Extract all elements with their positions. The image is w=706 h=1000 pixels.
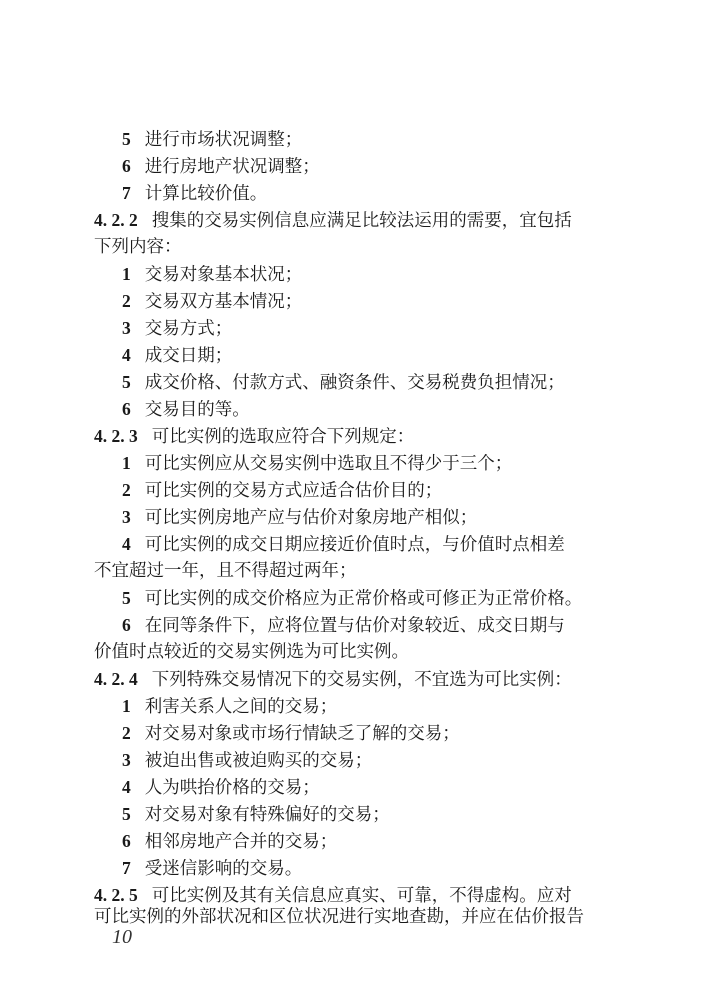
section-text: 可比实例的选取应符合下列规定：	[151, 427, 415, 447]
item-text: 利害关系人之间的交易；	[144, 697, 338, 717]
item-number: 1	[122, 264, 131, 284]
item-number: 5	[122, 588, 131, 608]
section-heading-4-2-3	[94, 423, 414, 450]
item-number: 6	[122, 831, 131, 851]
section-text: 搜集的交易实例信息应满足比较法运用的需要，宜包括	[151, 211, 572, 231]
item-text: 计算比较价值。	[144, 184, 268, 204]
section-text: 可比实例及其有关信息应真实、可靠，不得虚构。应对	[151, 886, 572, 906]
section-number: 4. 2. 3	[94, 426, 138, 446]
continuation-text: 可比实例的外部状况和区位状况进行实地查勘，并应在估价报告	[94, 907, 584, 927]
list-item	[122, 180, 267, 207]
item-text: 相邻房地产合并的交易；	[144, 832, 338, 852]
list-item	[122, 126, 302, 153]
section-heading-4-2-4	[94, 666, 572, 693]
item-text: 可比实例的成交价格应为正常价格或可修正为正常价格。	[144, 589, 583, 609]
section-number: 4. 2. 4	[94, 669, 138, 689]
item-number: 4	[122, 777, 131, 797]
list-item	[122, 585, 582, 612]
item-text: 对交易对象或市场行情缺乏了解的交易；	[144, 724, 460, 744]
item-number: 3	[122, 507, 131, 527]
list-item	[122, 855, 302, 882]
item-text: 交易双方基本情况；	[144, 292, 303, 312]
item-number: 6	[122, 615, 131, 635]
item-number: 6	[122, 156, 131, 176]
list-item	[122, 450, 512, 477]
item-text: 进行房地产状况调整；	[144, 157, 320, 177]
item-text: 可比实例的交易方式应适合估价目的；	[144, 481, 443, 501]
list-item	[122, 720, 460, 747]
item-number: 2	[122, 723, 131, 743]
item-text: 可比实例应从交易实例中选取且不得少于三个；	[144, 454, 513, 474]
item-number: 1	[122, 453, 131, 473]
item-number: 3	[122, 318, 131, 338]
item-text: 在同等条件下，应将位置与估价对象较近、成交日期与	[144, 616, 565, 636]
list-item	[122, 477, 442, 504]
list-item	[122, 288, 302, 315]
item-text: 受迷信影响的交易。	[144, 859, 303, 879]
item-text: 可比实例的成交日期应接近价值时点，与价值时点相差	[144, 535, 565, 555]
item-number: 1	[122, 696, 131, 716]
item-number: 5	[122, 804, 131, 824]
item-number: 7	[122, 183, 131, 203]
item-number: 4	[122, 534, 131, 554]
list-item	[122, 153, 320, 180]
list-item	[122, 693, 337, 720]
item-number: 2	[122, 291, 131, 311]
list-item	[122, 828, 337, 855]
item-text: 交易目的等。	[144, 400, 250, 420]
item-text: 成交日期；	[144, 346, 233, 366]
continuation-text: 价值时点较近的交易实例选为可比实例。	[94, 642, 409, 662]
section-text: 下列特殊交易情况下的交易实例，不宜选为可比实例：	[151, 670, 572, 690]
item-number: 2	[122, 480, 131, 500]
item-number: 7	[122, 858, 131, 878]
section-number: 4. 2. 2	[94, 210, 138, 230]
list-item	[122, 504, 477, 531]
paragraph-continuation	[94, 639, 409, 665]
list-item	[122, 531, 565, 558]
item-number: 5	[122, 372, 131, 392]
item-number: 3	[122, 750, 131, 770]
list-item	[122, 612, 565, 639]
list-item	[122, 261, 302, 288]
section-heading-4-2-2	[94, 207, 572, 234]
item-text: 交易方式；	[144, 319, 233, 339]
item-text: 被迫出售或被迫购买的交易；	[144, 751, 373, 771]
item-number: 5	[122, 129, 131, 149]
item-number: 4	[122, 345, 131, 365]
list-item	[122, 396, 250, 423]
item-text: 可比实例房地产应与估价对象房地产相似；	[144, 508, 478, 528]
item-number: 6	[122, 399, 131, 419]
list-item	[122, 774, 320, 801]
list-item	[122, 369, 565, 396]
item-text: 对交易对象有特殊偏好的交易；	[144, 805, 390, 825]
paragraph-continuation	[94, 904, 584, 930]
page-number: 10	[112, 926, 132, 948]
list-item	[122, 747, 372, 774]
item-text: 人为哄抬价格的交易；	[144, 778, 320, 798]
paragraph-continuation	[94, 234, 182, 260]
list-item	[122, 315, 232, 342]
continuation-text: 下列内容：	[94, 237, 182, 257]
item-text: 交易对象基本状况；	[144, 265, 303, 285]
paragraph-continuation	[94, 558, 357, 584]
continuation-text: 不宜超过一年，且不得超过两年；	[94, 561, 357, 581]
section-number: 4. 2. 5	[94, 885, 138, 905]
list-item	[122, 342, 232, 369]
item-text: 成交价格、付款方式、融资条件、交易税费负担情况；	[144, 373, 565, 393]
item-text: 进行市场状况调整；	[144, 130, 303, 150]
list-item	[122, 801, 390, 828]
